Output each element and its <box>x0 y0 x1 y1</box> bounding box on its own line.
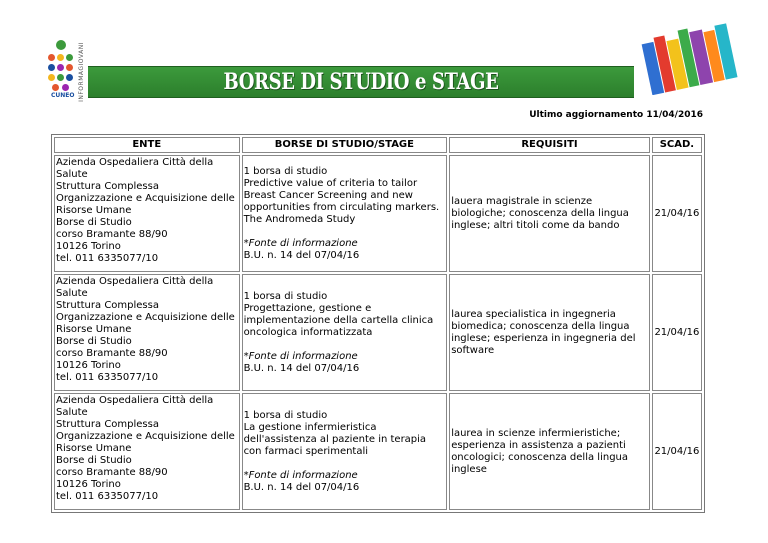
borsa-cell: 1 borsa di studio Progettazione, gestione e implementazione della cartella clinica oncologica informatizzata *Fonte di informazione B.U. n. 14 del 07/04/16 <box>242 274 448 391</box>
requisiti-cell: laurea in scienze infermieristiche; esperienza in assistenza a pazienti oncologici; conoscenza della lingua inglese <box>449 393 650 510</box>
ente-cell: Azienda Ospedaliera Città della Salute Struttura Complessa Organizzazione e Acquisizione delle Risorse Umane Borse di Studio corso Bramante 88/90 10126 Torino tel. 011 6335077/10 <box>54 155 240 272</box>
borsa-cell: 1 borsa di studio La gestione infermieristica dell'assistenza al paziente in terapia con farmaci sperimentali *Fonte di informazione B.U. n. 14 del 07/04/16 <box>242 393 448 510</box>
last-updated: Ultimo aggiornamento 11/04/2016 <box>529 110 703 120</box>
ente-cell: Azienda Ospedaliera Città della Salute Struttura Complessa Organizzazione e Acquisizione delle Risorse Umane Borse di Studio corso Bramante 88/90 10126 Torino tel. 011 6335077/10 <box>54 393 240 510</box>
table-header-row <box>54 137 702 153</box>
table-row <box>54 274 702 391</box>
informagiovani-logo <box>48 38 88 102</box>
scad-cell: 21/04/16 <box>652 155 702 272</box>
col-borse: BORSE DI STUDIO/STAGE <box>242 137 448 153</box>
requisiti-cell: lauera magistrale in scienze biologiche; conoscenza della lingua inglese; altri titoli come da bando <box>449 155 650 272</box>
scholarships-table <box>51 134 705 513</box>
logo-city: CUNEO <box>51 92 75 99</box>
col-requisiti: REQUISITI <box>449 137 650 153</box>
col-ente: ENTE <box>54 137 240 153</box>
borsa-cell: 1 borsa di studio Predictive value of criteria to tailor Breast Cancer Screening and new opportunities from circulating markers. The Andromeda Study *Fonte di informazione B.U. n. 14 del 07/04/16 <box>242 155 448 272</box>
scad-cell: 21/04/16 <box>652 393 702 510</box>
ente-cell: Azienda Ospedaliera Città della Salute Struttura Complessa Organizzazione e Acquisizione delle Risorse Umane Borse di Studio corso Bramante 88/90 10126 Torino tel. 011 6335077/10 <box>54 274 240 391</box>
logo-text: INFORMAGIOVANI <box>78 42 85 102</box>
table-row <box>54 155 702 272</box>
col-scad: SCAD. <box>652 137 702 153</box>
title-banner <box>88 66 634 98</box>
books-icon <box>638 20 748 95</box>
page-title: BORSE DI STUDIO e STAGE <box>223 69 499 95</box>
requisiti-cell: laurea specialistica in ingegneria biomedica; conoscenza della lingua inglese; esperienza in ingegneria del software <box>449 274 650 391</box>
table-row <box>54 393 702 510</box>
scad-cell: 21/04/16 <box>652 274 702 391</box>
